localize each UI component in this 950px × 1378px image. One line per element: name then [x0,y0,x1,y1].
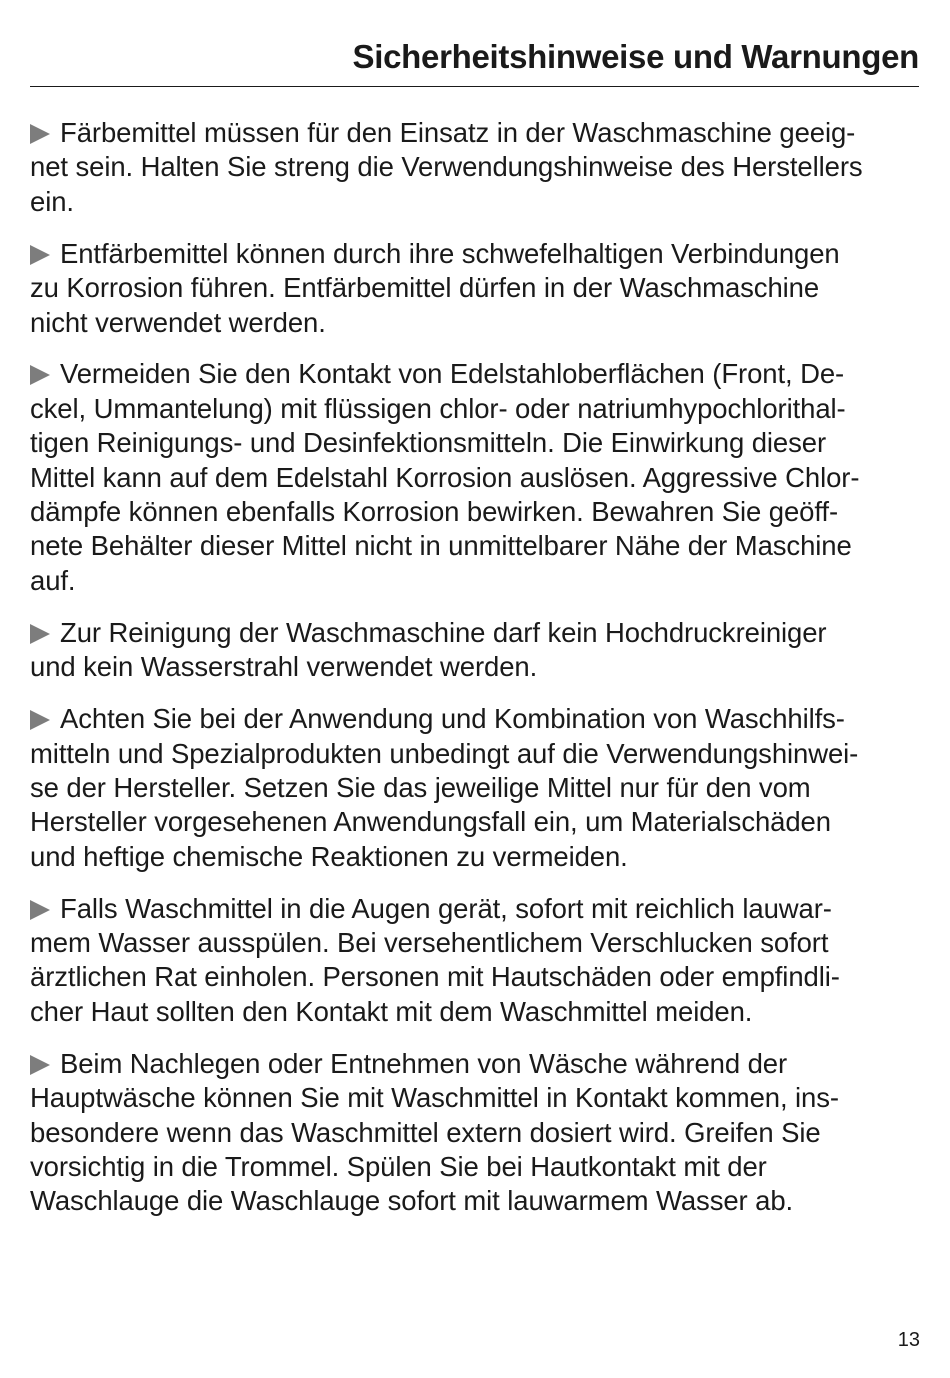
text-line: ein. [30,185,74,217]
text-line: zu Korrosion führen. Entfärbemittel dürfen in der Waschmaschine [30,272,820,304]
text-line: se der Hersteller. Setzen Sie das jeweilige Mittel nur für den vom [30,771,811,803]
text-line: cher Haut sollten den Kontakt mit dem Waschmittel meiden. [30,995,753,1027]
text-line: nete Behälter dieser Mittel nicht in unmittelbarer Nähe der Maschine [30,530,852,562]
text-line: Achten Sie bei der Anwendung und Kombination von Waschhilfs- [30,702,920,736]
triangle-right-icon [30,245,50,265]
text-line: Vermeiden Sie den Kontakt von Edelstahloberflächen (Front, De- [30,357,920,391]
text-line: tigen Reinigungs- und Desinfektionsmitteln. Die Einwirkung dieser [30,427,826,459]
text-line: mem Wasser ausspülen. Bei versehentlichem Verschlucken sofort [30,927,829,959]
text-line: ärztlichen Rat einholen. Personen mit Hautschäden oder empfindli- [30,961,840,993]
text-line: und kein Wasserstrahl verwendet werden. [30,651,538,683]
warning-paragraph [30,116,920,219]
warning-paragraph [30,357,920,598]
text-line: Waschlauge die Waschlauge sofort mit lauwarmem Wasser ab. [30,1185,794,1217]
triangle-right-icon [30,900,50,920]
text-line: dämpfe können ebenfalls Korrosion bewirken. Bewahren Sie geöff- [30,496,838,528]
text-line: vorsichtig in die Trommel. Spülen Sie bei Hautkontakt mit der [30,1150,767,1182]
text-line: Färbemittel müssen für den Einsatz in der Waschmaschine geeig- [30,116,920,150]
page-number: 13 [897,1329,920,1351]
text-line: Zur Reinigung der Waschmaschine darf kein Hochdruckreiniger [30,616,920,650]
warning-paragraph [30,237,920,340]
triangle-right-icon [30,1055,50,1075]
section-title: Sicherheitshinweise und Warnungen [352,38,919,75]
text-line: nicht verwendet werden. [30,306,326,338]
warning-paragraph [30,616,920,685]
text-line: Falls Waschmittel in die Augen gerät, sofort mit reichlich lauwar- [30,892,920,926]
text-line: Beim Nachlegen oder Entnehmen von Wäsche während der [30,1047,920,1081]
warnings-list [30,116,920,1219]
text-line: Entfärbemittel können durch ihre schwefelhaltigen Verbindungen [30,237,920,271]
text-line: auf. [30,564,76,596]
triangle-right-icon [30,124,50,144]
triangle-right-icon [30,710,50,730]
text-line: mitteln und Spezialprodukten unbedingt auf die Verwendungshinwei- [30,737,859,769]
text-line: besondere wenn das Waschmittel extern dosiert wird. Greifen Sie [30,1116,821,1148]
triangle-right-icon [30,365,50,385]
text-line: Mittel kann auf dem Edelstahl Korrosion auslösen. Aggressive Chlor- [30,461,860,493]
warning-paragraph [30,702,920,874]
text-line: Hersteller vorgesehenen Anwendungsfall ein, um Materialschäden [30,806,831,838]
text-line: ckel, Ummantelung) mit flüssigen chlor- oder natriumhypochlorithal- [30,392,846,424]
text-line: und heftige chemische Reaktionen zu vermeiden. [30,840,628,872]
text-line: Hauptwäsche können Sie mit Waschmittel in Kontakt kommen, ins- [30,1082,839,1114]
warning-paragraph [30,1047,920,1219]
warning-paragraph [30,892,920,1030]
page-header [30,36,919,87]
text-line: net sein. Halten Sie streng die Verwendungshinweise des Herstellers [30,151,863,183]
triangle-right-icon [30,624,50,644]
